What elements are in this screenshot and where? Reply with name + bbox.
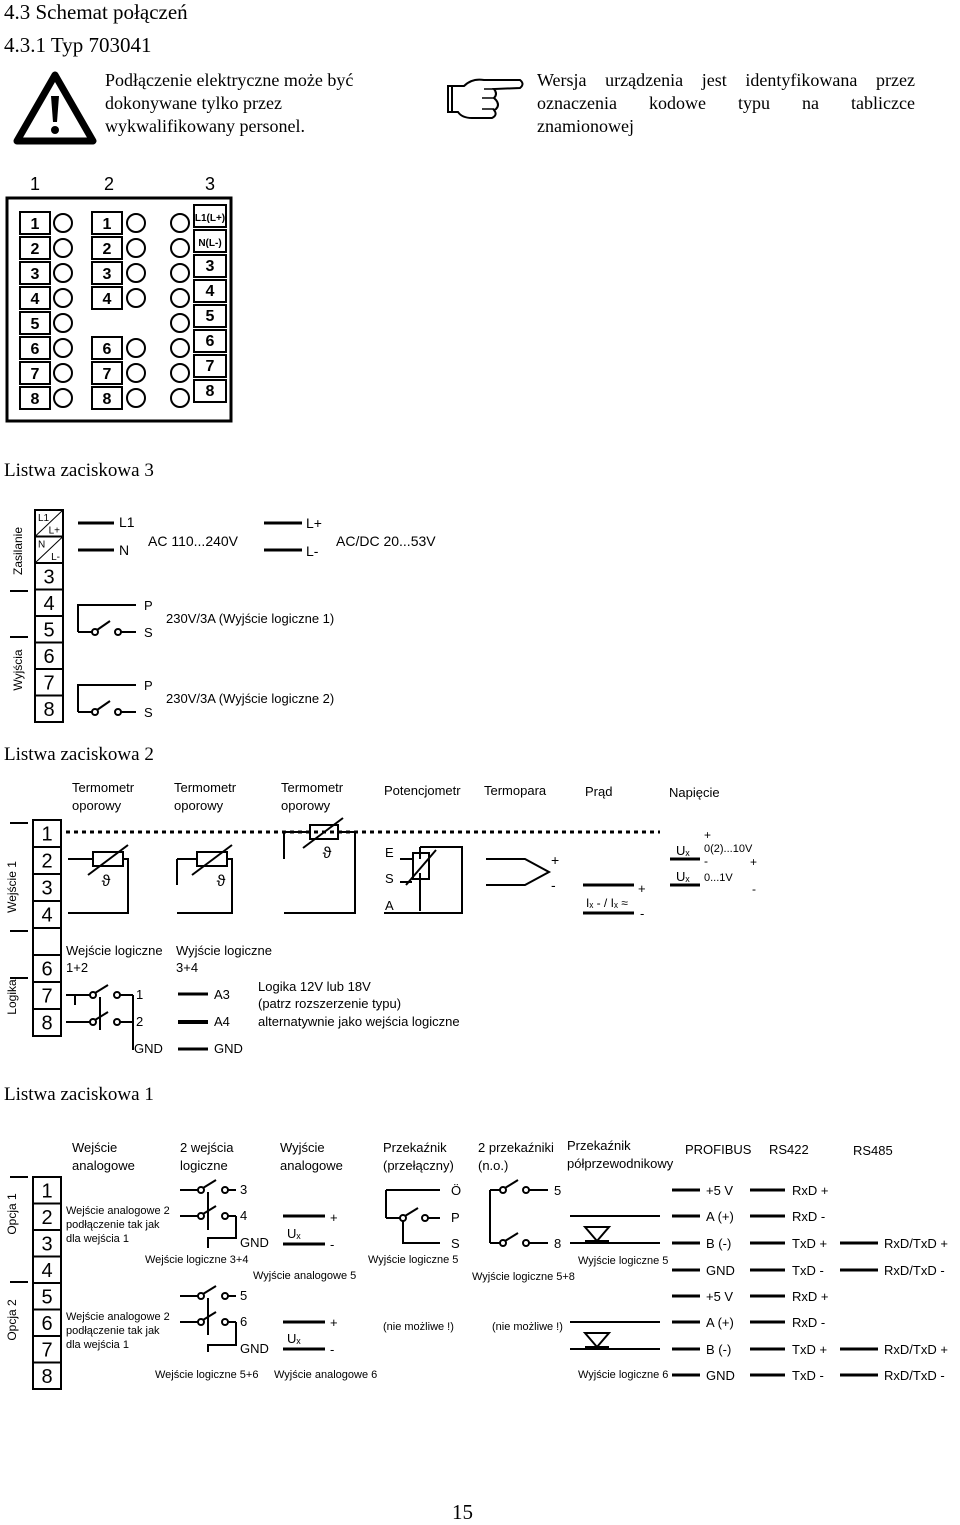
profibus-label: +5 V <box>706 1289 734 1304</box>
warning-icon <box>12 70 98 146</box>
strip1-title: Listwa zaciskowa 1 <box>4 1084 154 1105</box>
terminal-label: 5 <box>30 316 40 333</box>
strip2-title: Listwa zaciskowa 2 <box>4 744 154 765</box>
profibus-label: GND <box>706 1368 735 1383</box>
label-p1: P <box>144 598 153 613</box>
screw-terminal <box>127 339 145 357</box>
terminal-label: 2 <box>41 1206 53 1229</box>
terminal-label: 3 <box>102 266 112 283</box>
logic-out-title: Wyjście logiczne <box>176 943 272 958</box>
profibus-label: B (-) <box>706 1236 732 1251</box>
block-label: 3 <box>205 174 216 194</box>
terminal-label: 1 <box>102 216 112 233</box>
relay2-t5: 5 <box>554 1183 562 1198</box>
terminal-label: N(L-) <box>198 238 222 249</box>
pot-label-a: A <box>385 898 394 913</box>
terminal-label: 6 <box>30 341 40 358</box>
theta-symbol: ϑ <box>101 873 111 890</box>
label-li56: Wejście logiczne 5+6 <box>155 1369 259 1381</box>
logic-out-terms: 3+4 <box>176 960 199 975</box>
header-ssr-sub: półprzewodnikowy <box>567 1156 674 1171</box>
voltage-plus1: + <box>704 828 712 842</box>
terminal-label: 1 <box>41 823 53 846</box>
terminal-label: L1 <box>38 513 50 524</box>
screw-terminal <box>54 364 72 382</box>
ai2-note-opt2-3: dla wejścia 1 <box>66 1339 129 1351</box>
terminal-label: 6 <box>41 1312 53 1335</box>
rs422-label: TxD + <box>792 1236 828 1251</box>
header-two-relays-sub: (n.o.) <box>478 1158 509 1173</box>
screw-terminal <box>171 264 189 282</box>
terminal-label: 6 <box>41 958 53 981</box>
subsection-heading: 4.3.1 Typ 703041 <box>4 33 152 57</box>
voltage-minus1: - <box>704 854 708 868</box>
label-t6: 6 <box>240 1314 248 1329</box>
tc-plus: + <box>551 852 560 868</box>
header-rs422: RS422 <box>769 1142 809 1157</box>
label-t5: 5 <box>240 1288 248 1303</box>
header-ssr: Przekaźnik <box>567 1138 631 1153</box>
note-text: Wersja urządzenia jest identyfikowana przez oznaczenia kodowe typu na tabliczce znamionowej <box>537 70 915 136</box>
header-rtd3: Termometr <box>281 780 344 795</box>
terminal-label: 3 <box>41 877 53 900</box>
ao-minus-opt2: - <box>330 1342 335 1357</box>
terminal-label: 4 <box>41 904 53 927</box>
side-label-option2: Opcja 2 <box>5 1299 19 1341</box>
voltage-ux1: Uₓ <box>676 843 690 858</box>
logic-note-1: Logika 12V lub 18V <box>258 979 371 994</box>
label-lo5b: Wyjście logiczne 5 <box>578 1255 669 1267</box>
logic-note-3: alternatywnie jako wejścia logiczne <box>258 1014 460 1029</box>
block-label: 1 <box>30 174 41 194</box>
screw-terminal <box>171 214 189 232</box>
header-two-logic-sub: logiczne <box>180 1158 228 1173</box>
terminal-label: 7 <box>102 366 112 383</box>
ai2-note-3: dla wejścia 1 <box>66 1233 129 1245</box>
logic-a3: A3 <box>214 987 230 1002</box>
current-minus: - <box>640 906 645 921</box>
terminal-label: L1(L+) <box>194 213 226 224</box>
strip2-diagram <box>0 775 770 1065</box>
terminal-overview-diagram <box>0 170 240 425</box>
label-t3: 3 <box>240 1182 248 1197</box>
rs485-label: RxD/TxD + <box>884 1342 948 1357</box>
screw-terminal <box>127 364 145 382</box>
header-relay: Przekaźnik <box>383 1140 447 1155</box>
header-rtd1-sub: oporowy <box>72 798 122 813</box>
terminal-label: 4 <box>205 283 215 300</box>
label-li34: Wejście logiczne 3+4 <box>145 1254 249 1266</box>
current-label: Iₓ - / Iₓ ≈ <box>586 896 628 910</box>
label-gnd-opt1: GND <box>240 1235 269 1250</box>
current-plus: + <box>638 881 646 896</box>
header-rtd3-sub: oporowy <box>281 798 331 813</box>
ai2-note-1: Wejście analogowe 2 <box>66 1205 170 1217</box>
screw-terminal <box>171 339 189 357</box>
section-heading: 4.3 Schemat połączeń <box>4 0 188 24</box>
page-number: 15 <box>452 1500 473 1524</box>
terminal-label: 7 <box>41 1339 53 1362</box>
ao-ux-opt2: Uₓ <box>287 1331 301 1346</box>
label-l1: L1 <box>119 514 135 530</box>
pointing-hand-icon <box>442 72 526 122</box>
screw-terminal <box>171 239 189 257</box>
label-n: N <box>119 542 130 558</box>
strip1-diagram <box>0 1130 960 1395</box>
terminal-label: 2 <box>30 241 40 258</box>
terminal-label: 7 <box>205 358 215 375</box>
logic-note-2: (patrz rozszerzenie typu) <box>258 996 402 1011</box>
terminal-label: 8 <box>43 698 55 721</box>
terminal-cell <box>33 928 61 955</box>
side-label-input1: Wejście 1 <box>5 861 19 913</box>
terminal-label: 4 <box>30 291 40 308</box>
relay-s: S <box>451 1236 460 1251</box>
logic-a4: A4 <box>214 1014 230 1029</box>
logic-in1: 1 <box>136 987 144 1002</box>
screw-terminal <box>127 214 145 232</box>
label-ao5: Wyjście analogowe 5 <box>253 1270 357 1282</box>
label-t4: 4 <box>240 1208 248 1223</box>
screw-terminal <box>54 289 72 307</box>
header-relay-sub: (przełączny) <box>383 1158 454 1173</box>
rs485-label: RxD/TxD - <box>884 1368 945 1383</box>
acdc-range: AC/DC 20...53V <box>336 533 436 549</box>
profibus-label: +5 V <box>706 1183 734 1198</box>
strip3-title: Listwa zaciskowa 3 <box>4 460 154 481</box>
screw-terminal <box>54 214 72 232</box>
terminal-label: 4 <box>43 592 55 615</box>
terminal-label: 8 <box>30 391 40 408</box>
rs422-label: RxD - <box>792 1209 826 1224</box>
header-potentiometer: Potencjometr <box>384 783 461 798</box>
terminal-label: 7 <box>30 366 40 383</box>
header-rtd2: Termometr <box>174 780 237 795</box>
terminal-label: 5 <box>41 1286 53 1309</box>
terminal-label: 5 <box>205 308 215 325</box>
rs485-label: RxD/TxD + <box>884 1236 948 1251</box>
header-analog-out: Wyjście <box>280 1140 325 1155</box>
rs422-label: TxD - <box>792 1263 824 1278</box>
relay-o: Ö <box>451 1183 462 1198</box>
terminal-label: 2 <box>102 241 112 258</box>
relay2-t8: 8 <box>554 1236 562 1251</box>
profibus-label: A (+) <box>706 1315 734 1330</box>
ao-plus-opt2: + <box>330 1315 338 1330</box>
screw-terminal <box>127 239 145 257</box>
terminal-label: 7 <box>43 672 55 695</box>
label-ao6: Wyjście analogowe 6 <box>274 1369 378 1381</box>
relay-p: P <box>451 1210 460 1225</box>
label-s1: S <box>144 625 153 640</box>
label-gnd-opt2: GND <box>240 1341 269 1356</box>
terminal-label: 4 <box>41 1259 53 1282</box>
header-profibus: PROFIBUS <box>685 1142 752 1157</box>
terminal-label: 1 <box>41 1180 53 1203</box>
ao-ux-opt1: Uₓ <box>287 1226 301 1241</box>
terminal-label: 8 <box>41 1012 53 1035</box>
header-analog-in-sub: analogowe <box>72 1158 135 1173</box>
side-label-option1: Opcja 1 <box>5 1193 19 1235</box>
tc-minus: - <box>551 877 556 893</box>
screw-terminal <box>127 289 145 307</box>
logic-in-title: Wejście logiczne <box>66 943 163 958</box>
not-possible-2: (nie możliwe !) <box>492 1321 563 1333</box>
voltage-range2: 0...1V <box>704 872 733 884</box>
screw-terminal <box>54 264 72 282</box>
rs422-label: TxD + <box>792 1342 828 1357</box>
terminal-label: 2 <box>41 850 53 873</box>
header-rtd2-sub: oporowy <box>174 798 224 813</box>
terminal-label: 3 <box>41 1233 53 1256</box>
side-label-supply: Zasilanie <box>11 526 25 576</box>
logic-gnd1: GND <box>134 1041 163 1056</box>
strip3-diagram <box>0 505 450 730</box>
terminal-label: 8 <box>102 391 112 408</box>
screw-terminal <box>54 339 72 357</box>
ac-range: AC 110...240V <box>148 533 239 549</box>
terminal-label: L+ <box>48 525 60 537</box>
side-label-outputs: Wyjścia <box>11 649 25 691</box>
header-rtd1: Termometr <box>72 780 135 795</box>
profibus-label: B (-) <box>706 1342 732 1357</box>
screw-terminal <box>127 264 145 282</box>
screw-terminal <box>54 239 72 257</box>
terminal-label: 6 <box>205 333 215 350</box>
label-p2: P <box>144 678 153 693</box>
profibus-label: GND <box>706 1263 735 1278</box>
terminal-label: 6 <box>43 645 55 668</box>
header-voltage: Napięcie <box>669 785 720 800</box>
header-thermocouple: Termopara <box>484 783 547 798</box>
terminal-label: 8 <box>205 383 215 400</box>
terminal-label: 6 <box>102 341 112 358</box>
label-lminus: L- <box>306 543 319 559</box>
pot-label-s: S <box>385 871 394 886</box>
block-label: 2 <box>104 174 115 194</box>
ao-minus-opt1: - <box>330 1237 335 1252</box>
screw-terminal <box>171 289 189 307</box>
screw-terminal <box>171 389 189 407</box>
terminal-label: 3 <box>30 266 40 283</box>
screw-terminal <box>54 389 72 407</box>
header-rs485: RS485 <box>853 1143 893 1158</box>
theta-symbol: ϑ <box>216 873 226 890</box>
screw-terminal <box>171 364 189 382</box>
header-analog-in: Wejście <box>72 1140 118 1155</box>
theta-symbol: ϑ <box>322 845 332 862</box>
terminal-label: 3 <box>43 566 55 589</box>
pot-label-e: E <box>385 845 394 860</box>
terminal-label: 7 <box>41 985 53 1008</box>
header-current: Prąd <box>585 784 613 799</box>
relay2-label: 230V/3A (Wyjście logiczne 2) <box>166 691 335 706</box>
profibus-label: A (+) <box>706 1209 734 1224</box>
screw-terminal <box>54 314 72 332</box>
label-lo6: Wyjście logiczne 6 <box>578 1369 669 1381</box>
label-s2: S <box>144 705 153 720</box>
header-analog-out-sub: analogowe <box>280 1158 343 1173</box>
terminal-label: 5 <box>43 619 55 642</box>
not-possible-1: (nie możliwe !) <box>383 1321 454 1333</box>
voltage-ux2: Uₓ <box>676 869 690 884</box>
terminal-label: 1 <box>30 216 40 233</box>
rs422-label: RxD + <box>792 1183 829 1198</box>
screw-terminal <box>127 389 145 407</box>
label-lplus: L+ <box>306 515 322 531</box>
logic-gnd2: GND <box>214 1041 243 1056</box>
screw-terminal <box>171 314 189 332</box>
rs485-label: RxD/TxD - <box>884 1263 945 1278</box>
header-two-logic: 2 wejścia <box>180 1140 234 1155</box>
rs422-label: TxD - <box>792 1368 824 1383</box>
voltage-plus2: + <box>750 855 758 869</box>
header-two-relays: 2 przekaźniki <box>478 1140 554 1155</box>
label-lo58: Wyjście logiczne 5+8 <box>472 1271 575 1283</box>
rs422-label: RxD - <box>792 1315 826 1330</box>
voltage-range1: 0(2)...10V <box>704 843 753 855</box>
warning-text: Podłączenie elektryczne może być dokonywane tylko przez wykwalifikowany personel. <box>105 70 354 136</box>
terminal-label: N <box>38 539 46 551</box>
ai2-note-2: podłączenie tak jak <box>66 1219 160 1231</box>
terminal-label: 8 <box>41 1365 53 1388</box>
relay1-label: 230V/3A (Wyjście logiczne 1) <box>166 611 335 626</box>
ao-plus-opt1: + <box>330 1210 338 1225</box>
ai2-note-opt2-1: Wejście analogowe 2 <box>66 1311 170 1323</box>
logic-in2: 2 <box>136 1014 144 1029</box>
rs422-label: RxD + <box>792 1289 829 1304</box>
logic-in-terms: 1+2 <box>66 960 89 975</box>
side-label-logic: Logika <box>5 979 19 1015</box>
terminal-label: 3 <box>205 258 215 275</box>
label-lo5: Wyjście logiczne 5 <box>368 1254 459 1266</box>
terminal-label: 4 <box>102 291 112 308</box>
ai2-note-opt2-2: podłączenie tak jak <box>66 1325 160 1337</box>
voltage-minus2: - <box>752 882 756 896</box>
terminal-label: L- <box>51 552 60 563</box>
